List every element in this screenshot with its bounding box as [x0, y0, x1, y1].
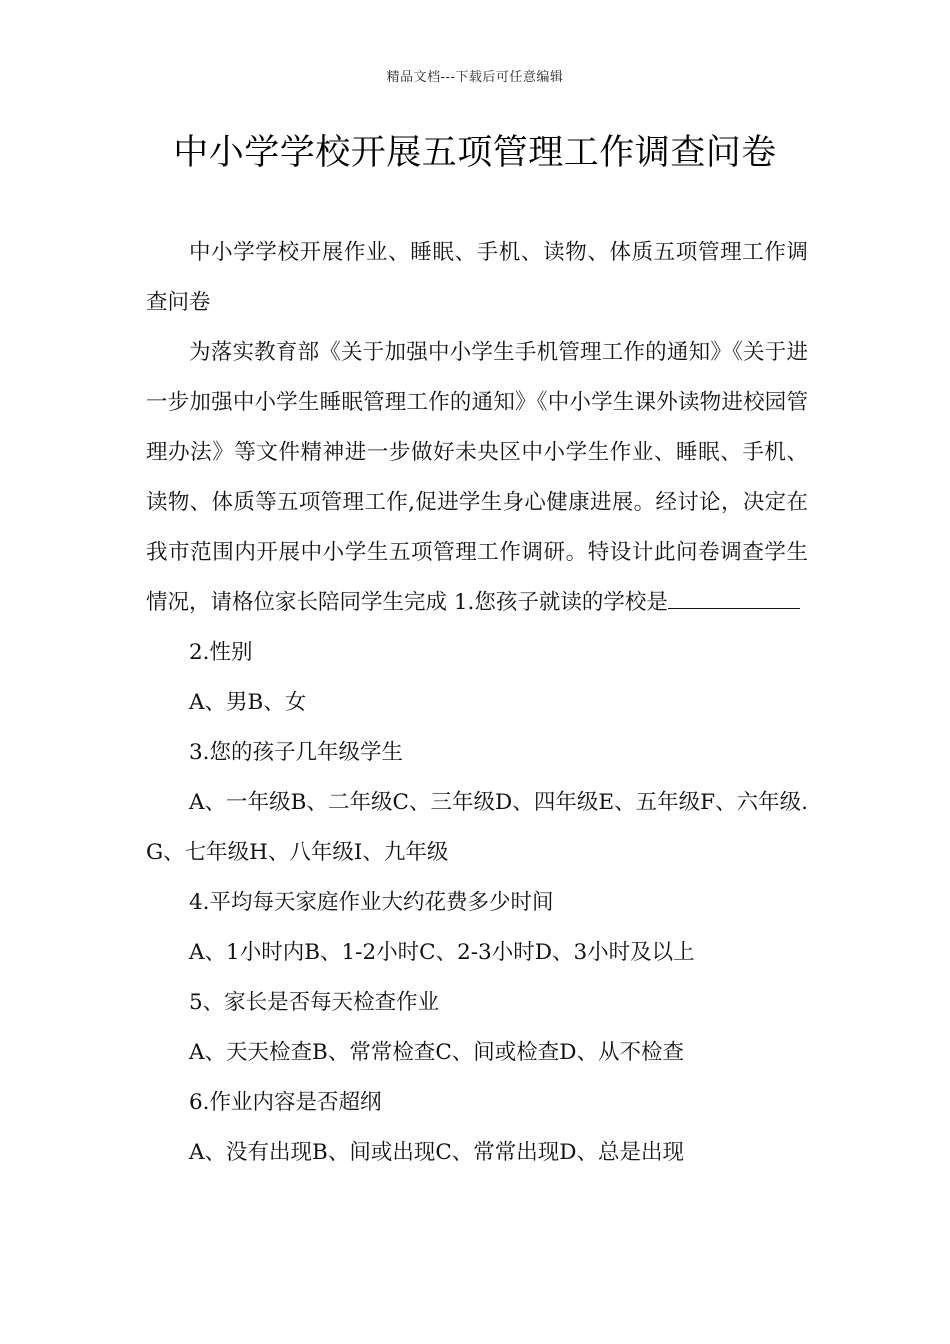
question-2-options: A、男B、女	[189, 690, 307, 715]
document-title: 中小学学校开展五项管理工作调查问卷	[173, 133, 777, 173]
intro-text: 为落实教育部《关于加强中小学生手机管理工作的通知》《关于进一步加强中小学生睡眠管理工作的通知》《中小学生课外读物进校园管理办法》等文件精神进一步做好未央区中小学生作业、睡眠、手机、读物、体质等五项管理工作,促进学生身心健康进展。经讨论，决定在我市范围内开展中小学生五项管理工作调研。特设计此问卷调查学生情况，请格位家长陪同学生完成 1.您孩子就读的学校是	[146, 340, 808, 615]
question-3-options: A、一年级B、二年级C、三年级D、四年级E、五年级F、六年级.G、七年级H、八年级I、九年级	[146, 790, 808, 865]
question-6-options: A、没有出现B、间或出现C、常常出现D、总是出现	[189, 1140, 685, 1165]
subtitle-paragraph: 中小学学校开展作业、睡眠、手机、读物、体质五项管理工作调查问卷	[146, 240, 808, 315]
question-4: 4.平均每天家庭作业大约花费多少时间	[189, 890, 554, 915]
question-4-options: A、1小时内B、1-2小时C、2-3小时D、3小时及以上	[189, 940, 695, 965]
question-5: 5、家长是否每天检查作业	[189, 990, 440, 1015]
question-6: 6.作业内容是否超纲	[189, 1090, 382, 1115]
answer-blank	[668, 588, 800, 609]
intro-paragraph	[146, 328, 808, 628]
page-header: 精品文档---下载后可任意编辑	[386, 70, 564, 85]
document-body	[146, 228, 808, 1178]
question-5-options: A、天天检查B、常常检查C、间或检查D、从不检查	[189, 1040, 685, 1065]
question-2: 2.性别	[189, 640, 253, 665]
question-3: 3.您的孩子几年级学生	[189, 740, 404, 765]
